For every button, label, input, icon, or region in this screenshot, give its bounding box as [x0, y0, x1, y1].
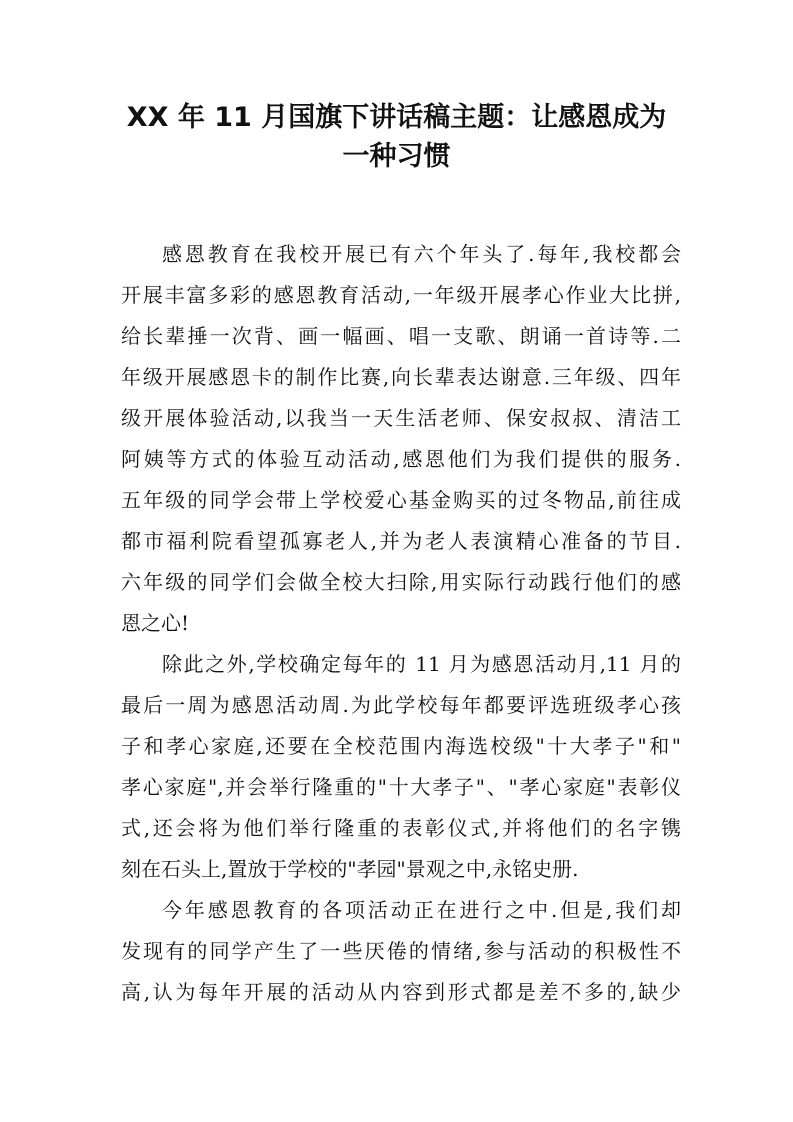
title-line-1: XX 年 11 月国旗下讲话稿主题：让感恩成为 [126, 102, 667, 133]
text-line: 阿姨等方式的体验互动活动,感恩他们为我们提供的服务. [121, 447, 681, 471]
text-line: 今年感恩教育的各项活动正在进行之中.但是,我们却 [162, 898, 681, 922]
text-line: 开展丰富多彩的感恩教育活动,一年级开展孝心作业大比拼, [121, 283, 681, 307]
text-line: 级开展体验活动,以我当一天生活老师、保安叔叔、清洁工 [121, 406, 681, 430]
text-line: 式,还会将为他们举行隆重的表彰仪式,并将他们的名字镌 [121, 816, 681, 840]
text-line: 发现有的同学产生了一些厌倦的情绪,参与活动的积极性不 [121, 939, 681, 963]
text-line: 最后一周为感恩活动周.为此学校每年都要评选班级孝心孩 [121, 693, 681, 717]
text-line: 都市福利院看望孤寡老人,并为老人表演精心准备的节目. [121, 529, 681, 553]
text-line: 高,认为每年开展的活动从内容到形式都是差不多的,缺少 [121, 980, 681, 1004]
paragraph [121, 234, 681, 644]
text-line: 给长辈捶一次背、画一幅画、唱一支歌、朗诵一首诗等.二 [121, 324, 681, 348]
text-line: 刻在石头上,置放于学校的"孝园"景观之中,永铭史册. [121, 857, 579, 881]
text-line: 子和孝心家庭,还要在全校范围内海选校级"十大孝子"和" [121, 734, 681, 758]
title-line-2: 一种习惯 [342, 141, 451, 172]
text-line: 六年级的同学们会做全校大扫除,用实际行动践行他们的感 [121, 570, 681, 594]
text-line: 孝心家庭",并会举行隆重的"十大孝子"、"孝心家庭"表彰仪 [121, 775, 681, 799]
text-line: 除此之外,学校确定每年的 11 月为感恩活动月,11 月的 [162, 652, 681, 676]
text-line: 感恩教育在我校开展已有六个年头了.每年,我校都会 [162, 242, 681, 266]
text-line: 恩之心! [121, 611, 190, 635]
document-body [121, 234, 681, 1013]
document-title [80, 98, 713, 176]
paragraph [121, 890, 681, 1013]
paragraph [121, 644, 681, 890]
text-line: 五年级的同学会带上学校爱心基金购买的过冬物品,前往成 [121, 488, 681, 512]
text-line: 年级开展感恩卡的制作比赛,向长辈表达谢意.三年级、四年 [121, 365, 681, 389]
